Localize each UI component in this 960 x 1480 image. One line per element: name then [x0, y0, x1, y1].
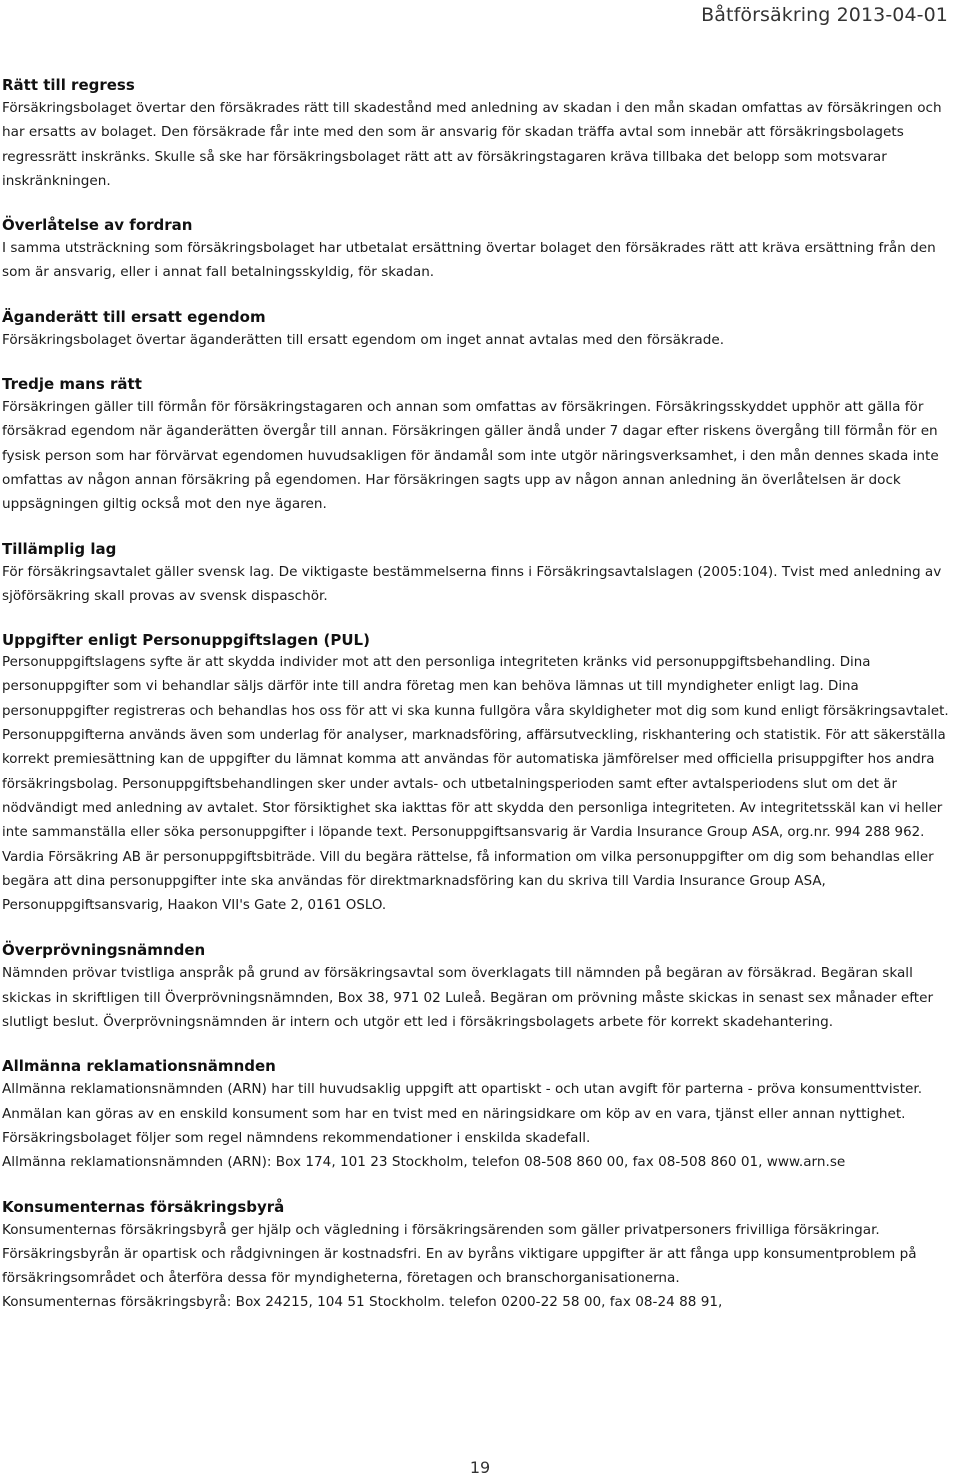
- section-pul: [2, 629, 954, 918]
- paragraph: Försäkringsbolaget övertar äganderätten till ersatt egendom om inget annat avtalas med den försäkrade.: [2, 331, 725, 348]
- section-heading: Tillämplig lag: [2, 539, 117, 558]
- section-body: [2, 1077, 954, 1174]
- paragraph: Allmänna reklamationsnämnden (ARN): Box 174, 101 23 Stockholm, telefon 08-508 860 00, fax 08-508 860 01, www.arn.se: [2, 1154, 846, 1171]
- section-body: [2, 961, 954, 1034]
- section-overlatelse-av-fordran: [2, 214, 954, 285]
- section-body: [2, 560, 954, 609]
- paragraph: Försäkringsbolaget övertar den försäkrades rätt till skadestånd med anledning av skadan i den mån skadan omfattas av försäkringen och har ersatts av bolaget. Den försäkrade får inte med den som är ansvarig för skadan träffa avtal som innebär att försäkringsbolagets regressrätt inskränks. Skulle så ske har försäkringsbolaget rätt att av försäkringstagaren kräva tillbaka det belopp som motsvarar inskränkningen.: [2, 100, 942, 189]
- paragraph: Personuppgiftslagens syfte är att skydda individer mot att den personliga integriteten kränks vid personuppgiftsbehandling. Dina personuppgifter som vi behandlar säljs därför inte till andra företag men kan behöva lämnas ut till myndigheter enligt lag. Dina personuppgifter registreras och behandlas hos oss för att vi ska kunna fullgöra våra skyldigheter mot dig som kund enligt försäkringsavtalet.: [2, 655, 949, 719]
- section-body: [2, 236, 954, 285]
- paragraph: Allmänna reklamationsnämnden (ARN) har till huvudsaklig uppgift att opartiskt - och utan avgift för parterna - pröva konsumenttvister. Anmälan kan göras av en enskild konsument som har en tvist med en näringsidkare om köp av en vara, tjänst eller annan nyttighet.: [2, 1081, 923, 1122]
- paragraph: Försäkringsbolaget följer som regel nämndens rekommendationer i enskilda skadefall.: [2, 1129, 591, 1146]
- page-number: 19: [469, 1458, 491, 1477]
- section-heading: Konsumenternas försäkringsbyrå: [2, 1197, 285, 1216]
- section-body: [2, 651, 954, 918]
- section-heading: Allmänna reklamationsnämnden: [2, 1057, 276, 1076]
- section-heading: Uppgifter enligt Personuppgiftslagen (PUL): [2, 631, 370, 650]
- paragraph: Försäkringsbyrån är opartisk och rådgivningen är kostnadsfri. En av byråns viktigare uppgifter är att fånga upp konsumentproblem på försäkringsområdet och återföra dessa för myndigheterna, företagen och branschorganisationerna.: [2, 1245, 917, 1287]
- section-heading: Äganderätt till ersatt egendom: [2, 307, 266, 326]
- section-body: [2, 395, 954, 516]
- section-overprovningsnamnden: [2, 939, 954, 1034]
- section-tillamplig-lag: [2, 538, 954, 609]
- document-header-title: Båtförsäkring 2013-04-01: [701, 4, 948, 26]
- paragraph: Konsumenternas försäkringsbyrå: Box 24215, 104 51 Stockholm. telefon 0200-22 58 00, fax 08-24 88 91,: [2, 1294, 723, 1311]
- section-heading: Överprövningsnämnden: [2, 941, 206, 960]
- section-aganderatt: [2, 306, 954, 352]
- paragraph: Konsumenternas försäkringsbyrå ger hjälp och vägledning i försäkringsärenden som gäller privatpersoners frivilliga försäkringar.: [2, 1221, 880, 1238]
- document-body: [2, 74, 954, 1336]
- paragraph: Försäkringen gäller till förmån för försäkringstagaren och annan som omfattas av försäkringen. Försäkringsskyddet upphör att gälla för försäkrad egendom när äganderätten övergår till annan. Försäkringen gäller ändå under 7 dagar efter riskens övergång till förmån för en fysisk person som har förvärvat egendomen huvudsakligen för ändamål som inte utgör näringsverksamhet, i den mån dennes skada inte omfattas av någon annan försäkring på egendomen. Har försäkringen sagts upp av någon annan anledning än överlåtelsen är dock uppsägningen giltig också mot den nye ägaren.: [2, 399, 939, 513]
- section-heading: Tredje mans rätt: [2, 375, 142, 394]
- section-ratt-till-regress: [2, 74, 954, 193]
- section-heading: Överlåtelse av fordran: [2, 216, 193, 235]
- paragraph: Personuppgifterna används även som underlag för analyser, marknadsföring, affärsutveckling, riskhantering och statistik. För att säkerställa korrekt premiesättning kan de uppgifter du lämnat komma att användas för automatiska jämförelser med officiella prisuppgifter hos andra försäkringsbolag. Personuppgiftsbehandlingen sker under avtals- och utbetalningsperioden samt efter avtalsperiodens slut om det är nödvändigt med anledning av avtalet. Stor försiktighet ska iakttas för att skydda den personliga integriteten. Av integritetsskäl kan vi heller inte sammanställa eller söka personuppgifter i löpande text. Personuppgiftsansvarig är Vardia Insurance Group ASA, org.nr. 994 288 962. Vardia Försäkring AB är personuppgiftsbiträde. Vill du begära rättelse, få information om vilka personuppgifter om dig som behandlas eller begära att dina personuppgifter inte ska användas för direktmarknadsföring kan du skriva till Vardia Insurance Group ASA, Personuppgiftsansvarig, Haakon VII's Gate 2, 0161 OSLO.: [2, 728, 946, 914]
- section-body: [2, 328, 954, 352]
- section-heading: Rätt till regress: [2, 76, 135, 94]
- section-tredje-mans-ratt: [2, 373, 954, 516]
- section-body: [2, 96, 954, 193]
- section-body: [2, 1218, 954, 1315]
- section-arn: [2, 1055, 954, 1174]
- section-konsumenternas-forsakringsbyra: [2, 1196, 954, 1315]
- paragraph: Nämnden prövar tvistliga anspråk på grund av försäkringsavtal som överklagats till nämnden på begäran av försäkrad. Begäran skall skickas in skriftligen till Överprövningsnämnden, Box 38, 971 02 Luleå. Begäran om prövning måste skickas in senast sex månader efter slutligt beslut. Överprövningsnämnden är intern och utgör ett led i försäkringsbolagets arbete för korrekt skadehantering.: [2, 965, 934, 1031]
- paragraph: I samma utsträckning som försäkringsbolaget har utbetalat ersättning övertar bolaget den försäkrades rätt att kräva ersättning från den som är ansvarig, eller i annat fall betalningsskyldig, för skadan.: [2, 240, 936, 281]
- paragraph: För försäkringsavtalet gäller svensk lag. De viktigaste bestämmelserna finns i Försäkringsavtalslagen (2005:104). Tvist med anledning av sjöförsäkring skall provas av svensk dispaschör.: [2, 563, 942, 604]
